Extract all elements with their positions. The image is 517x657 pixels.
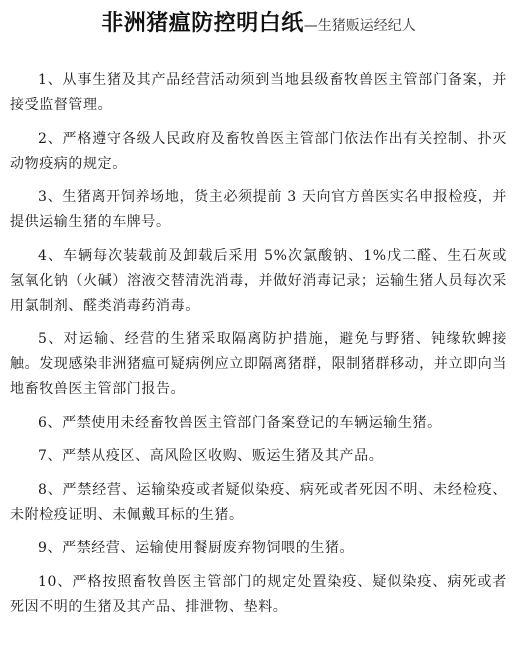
rule-item: 7、严禁从疫区、高风险区收购、贩运生猪及其产品。 bbox=[38, 448, 384, 464]
rules-list bbox=[10, 68, 507, 620]
rule-item: 4、车辆每次装载前及卸载后采用 5%次氯酸钠、1%戊二醛、生石灰或氢氧化钠（火碱）溶液交替清洗消毒，并做好消毒记录；运输生猪人员每次采用氯制剂、醛类消毒药消毒。 bbox=[10, 247, 507, 314]
rule-item: 9、严禁经营、运输使用餐厨废弃物饲喂的生猪。 bbox=[38, 540, 355, 556]
page-title: 非洲猪瘟防控明白纸 bbox=[101, 11, 304, 36]
rule-item: 6、严禁使用未经畜牧兽医主管部门备案登记的车辆运输生猪。 bbox=[38, 414, 442, 431]
rule-item: 5、对运输、经营的生猪采取隔离防护措施，避免与野猪、钝缘软蜱接触。发现感染非洲猪瘟可疑病例应立即隔离猪群，限制猪群移动，并立即向当地畜牧兽医主管部门报告。 bbox=[10, 331, 507, 397]
rule-item: 1、从事生猪及其产品经营活动须到当地县级畜牧兽医主管部门备案，并接受监督管理。 bbox=[10, 72, 507, 113]
document-header bbox=[10, 12, 507, 38]
rule-item: 2、严格遵守各级人民政府及畜牧兽医主管部门依法作出有关控制、扑灭动物疫病的规定。 bbox=[10, 130, 507, 172]
page-subtitle: —生猪贩运经纪人 bbox=[303, 18, 416, 34]
rule-item: 8、严禁经营、运输染疫或者疑似染疫、病死或者死因不明、未经检疫、未附检疫证明、未佩戴耳标的生猪。 bbox=[10, 481, 507, 523]
rule-item: 3、生猪离开饲养场地，货主必须提前 3 天向官方兽医实名申报检疫，并提供运输生猪的车牌号。 bbox=[10, 189, 507, 230]
rule-item: 10、严格按照畜牧兽医主管部门的规定处置染疫、疑似染疫、病死或者死因不明的生猪及其产品、排泄物、垫料。 bbox=[10, 573, 507, 615]
